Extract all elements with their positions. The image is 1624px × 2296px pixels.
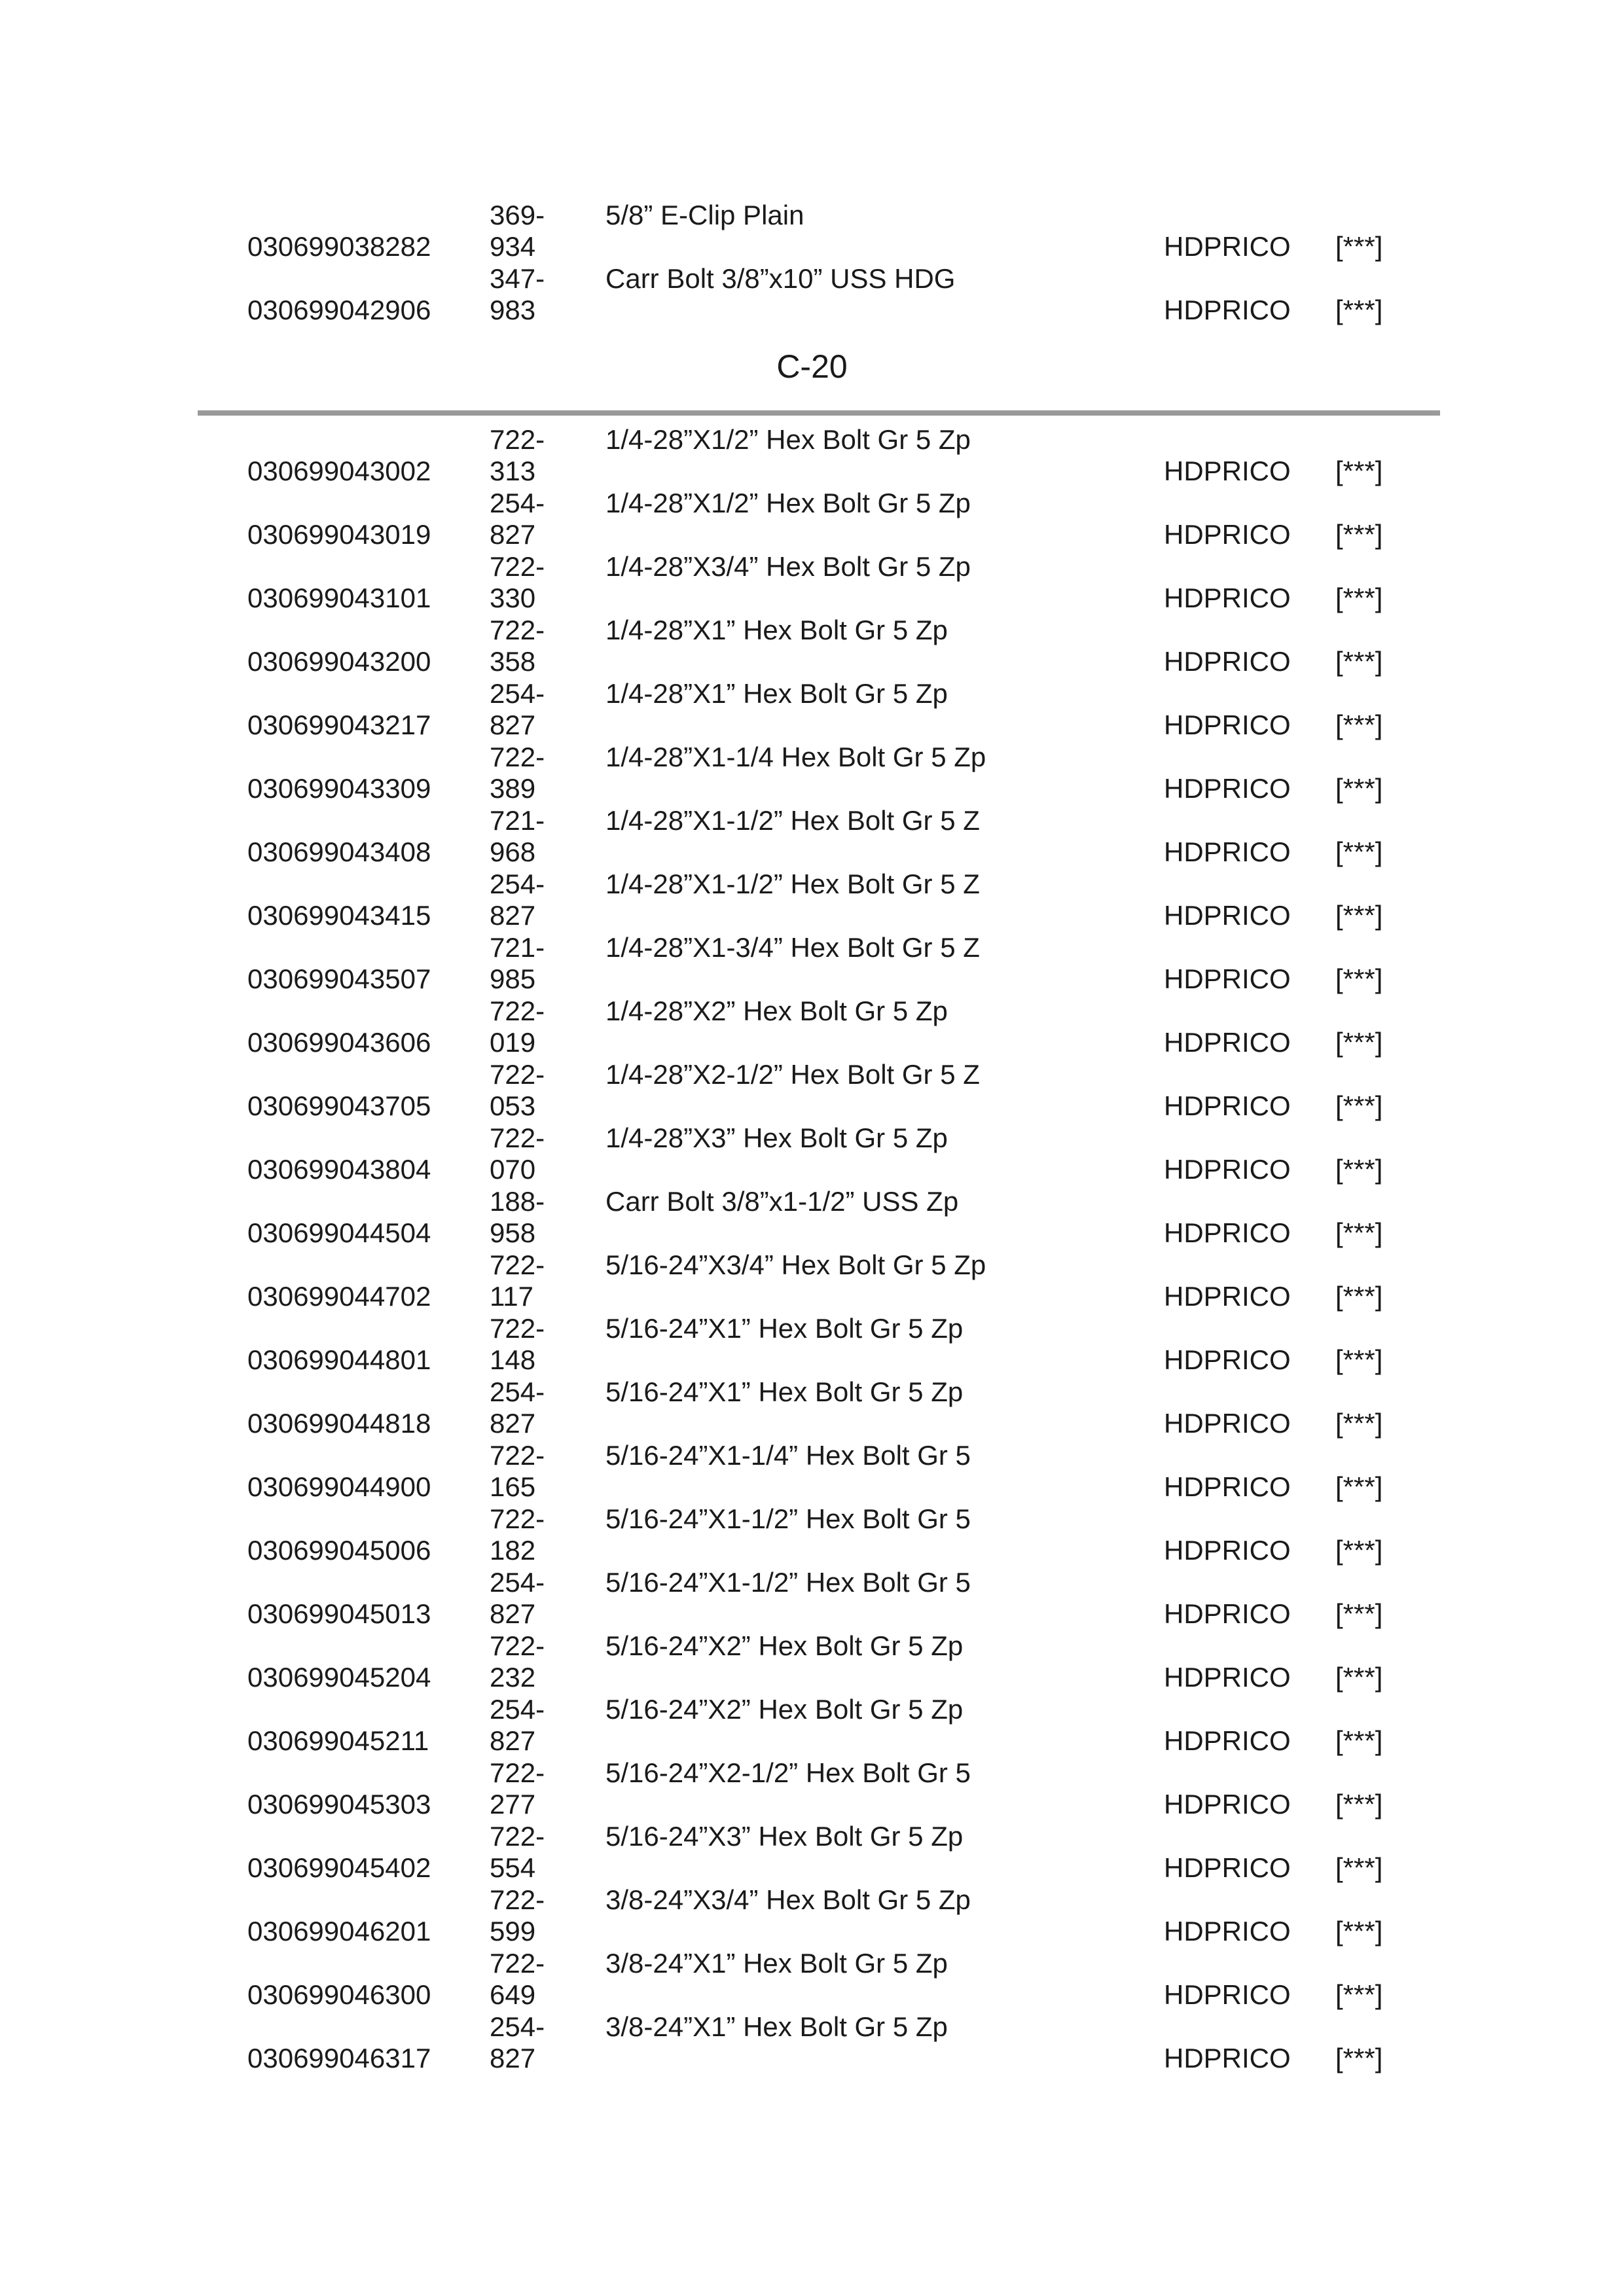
table-row <box>0 742 1624 805</box>
item-number-prefix: 722- <box>490 1757 545 1788</box>
table-row <box>0 263 1624 327</box>
redacted-price: [***] <box>1335 1027 1383 1058</box>
table-row <box>0 1567 1624 1630</box>
item-number-prefix: 722- <box>490 615 545 645</box>
table-row <box>0 932 1624 996</box>
item-number-prefix: 722- <box>490 1821 545 1852</box>
item-description: 1/4-28”X1-1/2” Hex Bolt Gr 5 Z <box>605 805 980 836</box>
page-number: C-20 <box>776 348 848 385</box>
item-number-prefix: 722- <box>490 551 545 582</box>
redacted-price: [***] <box>1335 1090 1383 1121</box>
vendor-code: HDPRICO <box>1164 1725 1291 1756</box>
redacted-price: [***] <box>1335 900 1383 931</box>
vendor-code: HDPRICO <box>1164 1217 1291 1248</box>
vendor-code: HDPRICO <box>1164 963 1291 994</box>
item-number-prefix: 722- <box>490 742 545 772</box>
upc-code: 030699043606 <box>247 1027 431 1058</box>
item-number-prefix: 722- <box>490 1630 545 1661</box>
table-row <box>0 1821 1624 1884</box>
redacted-price: [***] <box>1335 963 1383 994</box>
upc-code: 030699043217 <box>247 709 431 740</box>
upc-code: 030699043415 <box>247 900 431 931</box>
upc-code: 030699045013 <box>247 1598 431 1629</box>
redacted-price: [***] <box>1335 1598 1383 1629</box>
item-number-suffix: 070 <box>490 1154 536 1185</box>
redacted-price: [***] <box>1335 1852 1383 1883</box>
item-number-prefix: 722- <box>490 424 545 455</box>
item-description: 1/4-28”X1” Hex Bolt Gr 5 Zp <box>605 678 948 709</box>
item-number-suffix: 165 <box>490 1471 536 1502</box>
item-number-suffix: 983 <box>490 295 536 325</box>
upc-code: 030699044900 <box>247 1471 431 1502</box>
item-description: 5/16-24”X3” Hex Bolt Gr 5 Zp <box>605 1821 964 1852</box>
table-row <box>0 488 1624 551</box>
item-number-prefix: 722- <box>490 1249 545 1280</box>
item-number-suffix: 389 <box>490 773 536 804</box>
item-number-suffix: 330 <box>490 583 536 613</box>
item-number-suffix: 827 <box>490 1408 536 1439</box>
item-number-suffix: 968 <box>490 836 536 867</box>
vendor-code: HDPRICO <box>1164 1662 1291 1693</box>
redacted-price: [***] <box>1335 1344 1383 1375</box>
upc-code: 030699045006 <box>247 1535 431 1566</box>
top-product-list <box>0 200 1624 327</box>
item-number-prefix: 722- <box>490 1440 545 1471</box>
table-row <box>0 1249 1624 1313</box>
vendor-code: HDPRICO <box>1164 1408 1291 1439</box>
item-description: 1/4-28”X2-1/2” Hex Bolt Gr 5 Z <box>605 1059 980 1090</box>
item-number-prefix: 347- <box>490 263 545 294</box>
item-description: 1/4-28”X1” Hex Bolt Gr 5 Zp <box>605 615 948 645</box>
table-row <box>0 1122 1624 1186</box>
vendor-code: HDPRICO <box>1164 519 1291 550</box>
item-description: 1/4-28”X2” Hex Bolt Gr 5 Zp <box>605 996 948 1026</box>
item-number-prefix: 254- <box>490 2011 545 2042</box>
upc-code: 030699043804 <box>247 1154 431 1185</box>
upc-code: 030699045402 <box>247 1852 431 1883</box>
item-description: 1/4-28”X1-1/4 Hex Bolt Gr 5 Zp <box>605 742 986 772</box>
table-row <box>0 996 1624 1059</box>
item-number-suffix: 182 <box>490 1535 536 1566</box>
redacted-price: [***] <box>1335 773 1383 804</box>
upc-code: 030699045211 <box>247 1725 429 1756</box>
item-number-prefix: 254- <box>490 1376 545 1407</box>
upc-code: 030699044818 <box>247 1408 431 1439</box>
item-description: 5/16-24”X1-1/4” Hex Bolt Gr 5 <box>605 1440 971 1471</box>
item-number-prefix: 722- <box>490 1059 545 1090</box>
upc-code: 030699045303 <box>247 1789 431 1820</box>
upc-code: 030699046317 <box>247 2043 431 2073</box>
vendor-code: HDPRICO <box>1164 1281 1291 1312</box>
item-number-prefix: 722- <box>490 1313 545 1344</box>
item-description: 5/16-24”X2-1/2” Hex Bolt Gr 5 <box>605 1757 971 1788</box>
item-number-suffix: 827 <box>490 2043 536 2073</box>
redacted-price: [***] <box>1335 2043 1383 2073</box>
item-number-prefix: 722- <box>490 1884 545 1915</box>
table-row <box>0 1884 1624 1948</box>
item-number-suffix: 053 <box>490 1090 536 1121</box>
vendor-code: HDPRICO <box>1164 1027 1291 1058</box>
vendor-code: HDPRICO <box>1164 709 1291 740</box>
table-row <box>0 1503 1624 1567</box>
table-row <box>0 2011 1624 2075</box>
table-row <box>0 678 1624 742</box>
page-divider <box>198 410 1440 416</box>
item-number-suffix: 277 <box>490 1789 536 1820</box>
upc-code: 030699043507 <box>247 963 431 994</box>
vendor-code: HDPRICO <box>1164 1979 1291 2010</box>
table-row <box>0 805 1624 869</box>
table-row <box>0 424 1624 488</box>
redacted-price: [***] <box>1335 456 1383 486</box>
redacted-price: [***] <box>1335 1979 1383 2010</box>
redacted-price: [***] <box>1335 1217 1383 1248</box>
redacted-price: [***] <box>1335 1154 1383 1185</box>
item-number-prefix: 721- <box>490 932 545 963</box>
upc-code: 030699043309 <box>247 773 431 804</box>
table-row <box>0 1630 1624 1694</box>
table-row <box>0 200 1624 263</box>
item-description: 5/16-24”X2” Hex Bolt Gr 5 Zp <box>605 1694 964 1725</box>
redacted-price: [***] <box>1335 1916 1383 1946</box>
item-description: 3/8-24”X1” Hex Bolt Gr 5 Zp <box>605 1948 948 1979</box>
item-number-suffix: 599 <box>490 1916 536 1946</box>
table-row <box>0 1757 1624 1821</box>
vendor-code: HDPRICO <box>1164 1916 1291 1946</box>
redacted-price: [***] <box>1335 836 1383 867</box>
vendor-code: HDPRICO <box>1164 1535 1291 1566</box>
vendor-code: HDPRICO <box>1164 583 1291 613</box>
redacted-price: [***] <box>1335 1281 1383 1312</box>
item-description: 5/16-24”X1-1/2” Hex Bolt Gr 5 <box>605 1567 971 1598</box>
upc-code: 030699046201 <box>247 1916 431 1946</box>
vendor-code: HDPRICO <box>1164 1789 1291 1820</box>
item-number-suffix: 934 <box>490 231 536 262</box>
upc-code: 030699043200 <box>247 646 431 677</box>
upc-code: 030699043019 <box>247 519 431 550</box>
upc-code: 030699043101 <box>247 583 431 613</box>
item-number-prefix: 254- <box>490 1694 545 1725</box>
vendor-code: HDPRICO <box>1164 1852 1291 1883</box>
table-row <box>0 1059 1624 1122</box>
redacted-price: [***] <box>1335 709 1383 740</box>
table-row <box>0 615 1624 678</box>
item-description: 1/4-28”X1/2” Hex Bolt Gr 5 Zp <box>605 424 971 455</box>
upc-code: 030699043002 <box>247 456 431 486</box>
item-description: 3/8-24”X1” Hex Bolt Gr 5 Zp <box>605 2011 948 2042</box>
item-description: 3/8-24”X3/4” Hex Bolt Gr 5 Zp <box>605 1884 971 1915</box>
item-number-prefix: 722- <box>490 1948 545 1979</box>
redacted-price: [***] <box>1335 646 1383 677</box>
vendor-code: HDPRICO <box>1164 1598 1291 1629</box>
table-row <box>0 869 1624 932</box>
upc-code: 030699043705 <box>247 1090 431 1121</box>
redacted-price: [***] <box>1335 1725 1383 1756</box>
vendor-code: HDPRICO <box>1164 2043 1291 2073</box>
item-number-prefix: 722- <box>490 1122 545 1153</box>
item-number-prefix: 188- <box>490 1186 545 1217</box>
item-number-prefix: 254- <box>490 488 545 518</box>
table-row <box>0 1440 1624 1503</box>
vendor-code: HDPRICO <box>1164 1090 1291 1121</box>
upc-code: 030699044702 <box>247 1281 431 1312</box>
redacted-price: [***] <box>1335 519 1383 550</box>
item-number-prefix: 722- <box>490 996 545 1026</box>
item-number-suffix: 117 <box>490 1281 533 1312</box>
redacted-price: [***] <box>1335 1789 1383 1820</box>
upc-code: 030699043408 <box>247 836 431 867</box>
item-number-suffix: 958 <box>490 1217 536 1248</box>
item-number-prefix: 369- <box>490 200 545 230</box>
upc-code: 030699038282 <box>247 231 431 262</box>
upc-code: 030699044801 <box>247 1344 431 1375</box>
vendor-code: HDPRICO <box>1164 773 1291 804</box>
upc-code: 030699046300 <box>247 1979 431 2010</box>
vendor-code: HDPRICO <box>1164 900 1291 931</box>
item-number-suffix: 148 <box>490 1344 536 1375</box>
item-description: 5/8” E-Clip Plain <box>605 200 804 230</box>
redacted-price: [***] <box>1335 295 1383 325</box>
product-list <box>0 424 1624 2075</box>
vendor-code: HDPRICO <box>1164 456 1291 486</box>
item-number-prefix: 722- <box>490 1503 545 1534</box>
item-number-prefix: 721- <box>490 805 545 836</box>
table-row <box>0 551 1624 615</box>
item-number-suffix: 827 <box>490 1725 536 1756</box>
vendor-code: HDPRICO <box>1164 231 1291 262</box>
upc-code: 030699045204 <box>247 1662 431 1693</box>
item-number-prefix: 254- <box>490 869 545 899</box>
item-number-suffix: 827 <box>490 709 536 740</box>
vendor-code: HDPRICO <box>1164 1471 1291 1502</box>
item-number-suffix: 358 <box>490 646 536 677</box>
upc-code: 030699042906 <box>247 295 431 325</box>
item-description: 5/16-24”X2” Hex Bolt Gr 5 Zp <box>605 1630 964 1661</box>
vendor-code: HDPRICO <box>1164 646 1291 677</box>
item-description: Carr Bolt 3/8”x10” USS HDG <box>605 263 956 294</box>
item-description: 1/4-28”X1/2” Hex Bolt Gr 5 Zp <box>605 488 971 518</box>
table-row <box>0 1186 1624 1249</box>
item-number-suffix: 232 <box>490 1662 536 1693</box>
vendor-code: HDPRICO <box>1164 295 1291 325</box>
redacted-price: [***] <box>1335 1471 1383 1502</box>
item-description: 1/4-28”X1-3/4” Hex Bolt Gr 5 Z <box>605 932 980 963</box>
item-description: 5/16-24”X1” Hex Bolt Gr 5 Zp <box>605 1313 964 1344</box>
item-description: Carr Bolt 3/8”x1-1/2” USS Zp <box>605 1186 959 1217</box>
item-number-suffix: 649 <box>490 1979 536 2010</box>
item-number-suffix: 985 <box>490 963 536 994</box>
table-row <box>0 1694 1624 1757</box>
vendor-code: HDPRICO <box>1164 1154 1291 1185</box>
vendor-code: HDPRICO <box>1164 1344 1291 1375</box>
vendor-code: HDPRICO <box>1164 836 1291 867</box>
item-number-suffix: 827 <box>490 900 536 931</box>
item-number-suffix: 827 <box>490 1598 536 1629</box>
item-number-suffix: 554 <box>490 1852 536 1883</box>
redacted-price: [***] <box>1335 231 1383 262</box>
table-row <box>0 1948 1624 2011</box>
redacted-price: [***] <box>1335 1662 1383 1693</box>
item-description: 1/4-28”X3” Hex Bolt Gr 5 Zp <box>605 1122 948 1153</box>
redacted-price: [***] <box>1335 1408 1383 1439</box>
item-number-suffix: 827 <box>490 519 536 550</box>
redacted-price: [***] <box>1335 1535 1383 1566</box>
item-number-suffix: 019 <box>490 1027 536 1058</box>
upc-code: 030699044504 <box>247 1217 431 1248</box>
table-row <box>0 1313 1624 1376</box>
item-number-prefix: 254- <box>490 678 545 709</box>
item-number-suffix: 313 <box>490 456 536 486</box>
item-description: 5/16-24”X3/4” Hex Bolt Gr 5 Zp <box>605 1249 986 1280</box>
item-number-prefix: 254- <box>490 1567 545 1598</box>
item-description: 5/16-24”X1” Hex Bolt Gr 5 Zp <box>605 1376 964 1407</box>
item-description: 5/16-24”X1-1/2” Hex Bolt Gr 5 <box>605 1503 971 1534</box>
table-row <box>0 1376 1624 1440</box>
item-description: 1/4-28”X3/4” Hex Bolt Gr 5 Zp <box>605 551 971 582</box>
item-description: 1/4-28”X1-1/2” Hex Bolt Gr 5 Z <box>605 869 980 899</box>
redacted-price: [***] <box>1335 583 1383 613</box>
